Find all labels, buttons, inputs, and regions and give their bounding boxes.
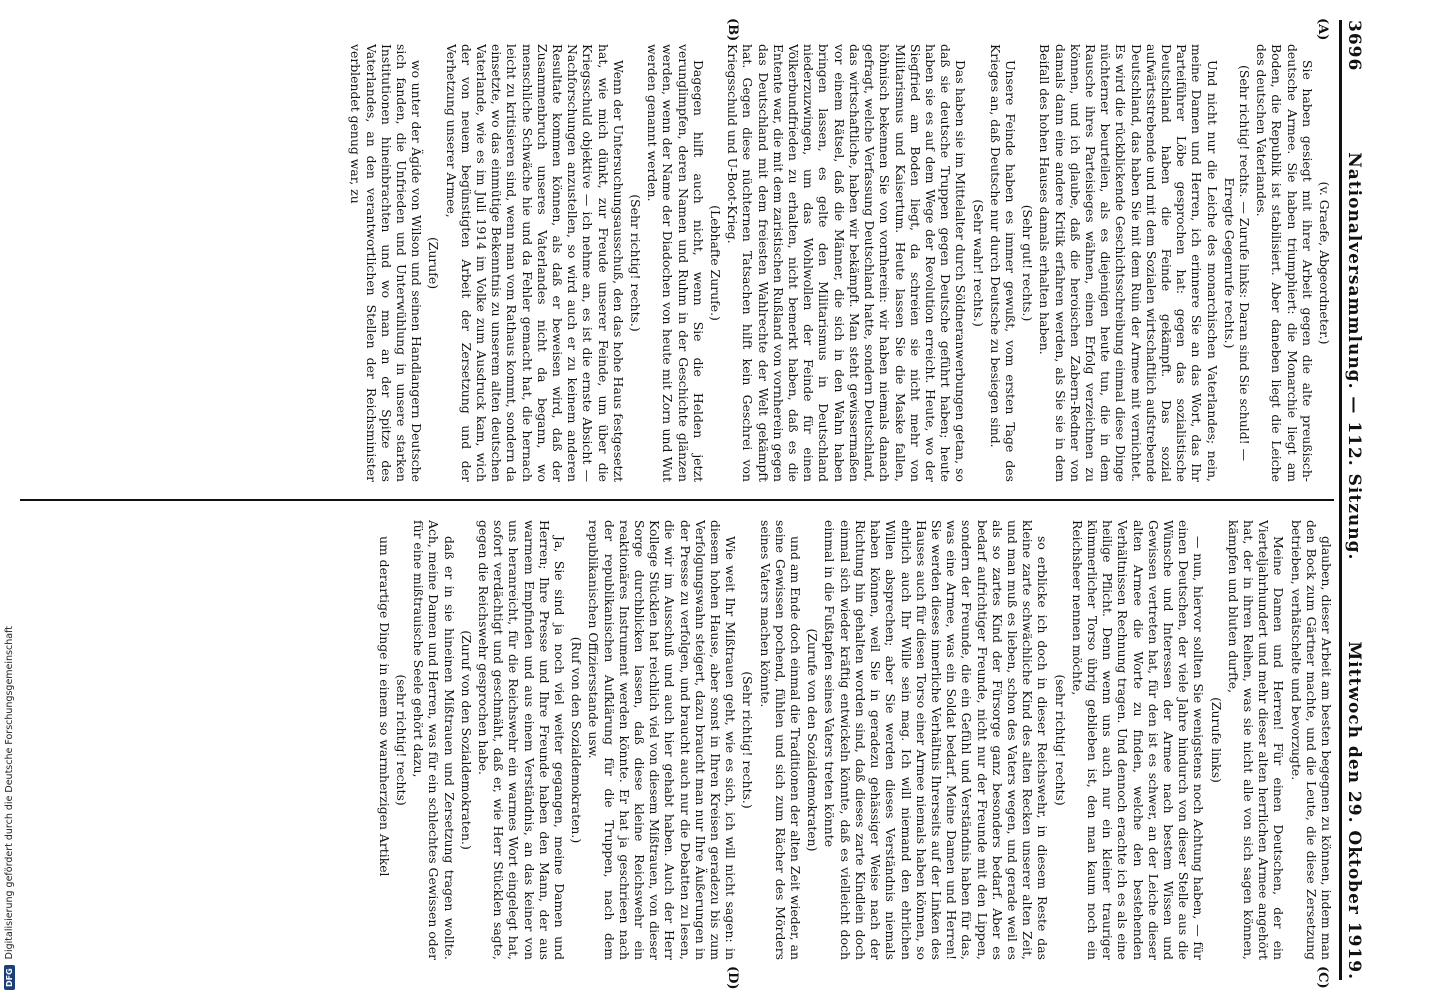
margin-mark-c: (C) bbox=[1315, 966, 1330, 989]
paragraph: Wenn der Untersuchungsausschuß, den das hohe Haus festgesetzt hat, wie mich dünkt, zur Freude unserer Feinde, um über die Kriegsschuld objektive — ich nehme an, es ist die ernste Absicht — Nachforschungen anzustellen, so wird auch er zu keinem anderen Resultate kommen können, als daß er beweisen wird, daß der Zusammenbruch unseres Vaterlandes nicht da begann, wo menschliche Schwäche hie und da Fehler gemacht hat, die hernach leicht zu kritisieren sind, wenn man vom Rathaus kommt, sondern da einsetzte, wo das einmütige Bekenntnis zu unserem alten deutschen Vaterlande, wie es im Juli 1914 im Volke zum Ausdruck kam, wich der von neuem begünstigten Arbeit der Zersetzung und der Verhetzung unserer Armee, bbox=[443, 44, 626, 482]
paragraph: um derartige Dinge in einem so warmherzigen Artikel bbox=[376, 536, 392, 877]
interjection: (Lebhafte Zurufe.) bbox=[708, 205, 724, 321]
page-header bbox=[1339, 20, 1374, 980]
interjection: (Zurufe von den Sozialdemokraten) bbox=[805, 628, 821, 852]
interjection: (sehr richtig! rechts) bbox=[1052, 674, 1068, 806]
paragraph: Unsere Feinde haben es immer gewußt, vom ersten Tage des Krieges an, daß Deutsche nur durch Deutsche zu besiegen sind. bbox=[987, 44, 1018, 482]
paragraph: — nun, hiervor sollten Sie wenigstens noch Achtung haben, — für einen Deutschen, der viele Jahre hindurch von dieser Stelle aus die Wünsche und Interessen der Armee nach bestem Wissen und Gewissen vertreten hat, für den ist es schwer, an der Leiche dieser alten Armee die Worte zu finden, welche den bestehenden Verhältnissen Rechnung tragen. Und dennoch erachte ich es als eine heilige Pflicht. Denn wenn uns auch nur ein kleiner trauriger kümmerlicher Torso übrig geblieben ist, den man kaum noch ein Reichsheer nennen möchte, bbox=[1069, 520, 1207, 960]
interjection: (Zurufe) bbox=[426, 236, 442, 290]
paragraph: Das haben sie im Mittelalter durch Söldneranwerbungen getan, so daß sie deutsche Truppen gegen Deutsche geführt haben; heute haben sie es auf dem Wege der Revolution erreicht. Heute, wo der Siegfried am Boden liegt, da schreien sie nicht mehr von Militarismus und Kaisertum. Heute lassen Sie die Maske fallen, höhnisch bekennen Sie von vornherein: wir haben niemals danach gefragt, welche Verfassung Deutschland hatte, sondern Deutschland, das wirtschaftliche, haben wir bekämpft. Man steht gewissermaßen vor einem Rätsel, daß die Männer, die sich in den Wahn haben bringen lassen, es gelte den Militarismus in Deutschland niederzuzwingen, um das Wohlwollen der Feinde für einen Völkerbundfrieden zu erhalten, nicht bemerkt haben, daß es die Entente war, die mit dem zaristischen Rußland von vornherein gegen das Deutschland mit dem freiesten Wahlrechte der Welt gekämpft hat. Gegen diese nüchternen Tatsachen hilft kein Geschrei von Kriegsschuld und U-Boot-Krieg. bbox=[725, 44, 969, 482]
paragraph: Wie weit Ihr Mißtrauen geht, wie es sich, ich will nicht sagen: in diesem hohen Hause, aber sonst in Ihren Kreisen geradezu bis zum Verfolgungswahn steigert, dazu braucht man nur Ihre Äußerungen in der Presse zu verfolgen, und braucht auch nur die Debatten zu lesen, die wir im Ausschuß und auch hier gehabt haben. Auch der Herr Kollege Stücklen hat reichlich viel von diesem Mißtrauen, von dieser Sorge durchblicken lassen, daß diese kleine Reichswehr ein reaktionäres Instrument werden könnte. Er hat ja geschrieen nach der republikanischen Aufklärung für die Truppen, nach dem republikanischen Offiziersstande usw. bbox=[586, 520, 739, 960]
interjection: (Zurufe links) bbox=[1208, 697, 1224, 783]
margin-mark-b: (B) bbox=[725, 18, 740, 42]
margin-mark-a: (A) bbox=[1315, 18, 1330, 41]
margin-mark-d: (D) bbox=[725, 966, 740, 990]
paragraph: Und nicht nur die Leiche des monarchischen Vaterlandes; nein, meine Damen und Herren, ich erinnere Sie an das Wort, das Ihr Parteiführer Löbe gesprochen hat: gegen das sozialistische Deutschland haben die Feinde gekämpft. Das sozial aufwärtsstrebende und mit dem Sozialen wirtschaftlich aufstrebende Deutschland, das haben Sie mit dem Ruin der Armee mit vernichtet. Es wird die rückblickende Geschichtsschreibung einmal diese Dinge nüchterner beurteilen, als es diejenigen heute tun, die in dem Rausche ihres Parteisieges wähnen, einen Erfolg verzeichnen zu können, und ich glaube, daß die heroischen Zabern-Redner von damals dann eine andere Kritik erfahren werden, als Sie sie in dem Beifall des hohen Hauses damals erhalten haben. bbox=[1037, 44, 1220, 482]
interjection: (Sehr wahr! rechts.) bbox=[970, 199, 986, 327]
interjection: (Sehr richtig! rechts.) bbox=[740, 671, 756, 809]
left-paragraphs bbox=[348, 44, 1315, 482]
interjection: (Sehr gut! rechts.) bbox=[1020, 204, 1036, 322]
page-number: 3696 bbox=[1344, 20, 1364, 72]
paragraph: glauben, dieser Arbeit am besten begegnen zu können, indem man den Bock zum Gärtner machte, und die Leute, die diese Zersetzung betrieben, verhätschelte und bevorzugte. bbox=[1288, 520, 1334, 960]
interjection: (sehr richtig! rechts) bbox=[394, 674, 410, 806]
paragraph: Sie haben gesiegt mit ihrer Arbeit gegen die alte preußisch-deutsche Armee. Sie haben triumphiert: die Monarchie liegt am Boden, die Republik ist stabilisiert. Aber daneben liegt die Leiche des deutschen Vaterlandes. bbox=[1254, 44, 1315, 482]
digitization-credit bbox=[0, 590, 18, 990]
paragraph: Dagegen hilft auch nicht, wenn Sie die Helden jetzt verunglimpfen, deren Namen und Ruhm in der Geschichte glänzen werden, wenn der Name der Diadochen von heute mit Zorn und Wut werden genannt werden. bbox=[645, 44, 706, 482]
paragraph: wo unter der Ägide von Wilson und seinen Handlangern Deutsche sich fanden, die Unfrieden und Unterwühlung in unsere starken Institutionen hineinbrachten und wo man an der Spitze des Vaterlandes, an den verantwortlichen Stellen der Reichsminister verblendet genug war, zu bbox=[348, 44, 425, 482]
dfg-logo: DFG bbox=[4, 965, 15, 990]
paragraph: so erblicke ich doch in dieser Reichswehr, in diesem Reste das kleine zarte schwächliche Kind des alten Recken unserer alten Zeit, und man muß es lieben, schon des Vaters wegen, und gerade weil es als so zartes Kind der Fürsorge ganz besonders bedarf. Aber es bedarf aufrichtiger Freunde, nicht nur der Freunde mit den Lippen, sondern der Freunde, die ein Gefühl und Verständnis haben für das, was eine Armee, was ein Soldat bedarf. Meine Damen und Herren! Sie werden dieses innerliche Verhältnis Ihrerseits auf der Linken des Hauses auch für diesen Torso einer Armee niemals haben können, so ehrlich auch Ihr Wille sein mag. Ich will niemand den ehrlichen Willen absprechen; aber Sie werden dieses Verständnis niemals haben können, weil Sie in geradezu gehässiger Weise nach der Richtung hin gehalten worden sind, daß dieses zarte Kindlein doch einmal sich wieder kräftig entwickeln könnte, daß es vielleicht doch einmal in die Fußtapfen seines Vaters treten könnte bbox=[822, 520, 1051, 960]
paragraph: und am Ende doch einmal die Traditionen der alten Zeit wieder, an seine Gewissen pochend, fühlen und sich zum Rächer des Mörders seines Vaters machen könnte. bbox=[757, 520, 804, 960]
page-title: Nationalversammlung. — 112. Sitzung. bbox=[1344, 152, 1364, 561]
interjection: (Zuruf von den Sozialdemokraten.) bbox=[458, 630, 474, 850]
interjection: (Sehr richtig! rechts. — Zurufe links: Daran sind Sie schuld! — Erregte Gegenrufe rechts.) bbox=[1221, 65, 1252, 461]
page-date: Mittwoch den 29. Oktober 1919. bbox=[1344, 641, 1364, 980]
column-divider bbox=[20, 499, 1334, 501]
left-column bbox=[20, 44, 1334, 482]
credit-text: Digitalisierung gefördert durch die Deutsche Forschungsgemeinschaft bbox=[3, 626, 15, 960]
paragraph: Meine Damen und Herren! Für einen Deutschen, der ein Vierteljahrhundert und mehr dieser alten herrlichen Armee angehört hat, der in ihren Reihen, was sie nicht alle von sich sagen können, kämpfen und bluten durfte, bbox=[1225, 520, 1287, 960]
right-column bbox=[20, 520, 1334, 960]
interjection: (Ruf von den Sozialdemokraten.) bbox=[569, 636, 585, 844]
interjection: (Sehr richtig! rechts.) bbox=[628, 194, 644, 332]
paragraph: Ja, Sie sind ja noch viel weiter gegangen, meine Damen und Herren; Ihre Presse und Ihre Freunde haben den Mann, der aus warmem Empfinden und aus einem Verständnis, an das keiner von uns heranreicht, für die Reichswehr ein warmes Wort eingelegt hat, sofort verdächtigt und geschmäht, daß er, wie Herr Stücklen sagte, gegen die Reichswehr gesprochen habe. bbox=[476, 520, 568, 960]
paragraph: daß er in sie hineinen Mißtrauen und Zersetzung tragen wollte. Ach, meine Damen und Herren, was für ein schlechtes Gewissen oder für eine mißtrauische Seele gehört dazu, bbox=[411, 520, 457, 960]
right-paragraphs bbox=[377, 520, 1334, 960]
speaker-line: (v. Graefe, Abgeordneter.) bbox=[1317, 181, 1332, 345]
